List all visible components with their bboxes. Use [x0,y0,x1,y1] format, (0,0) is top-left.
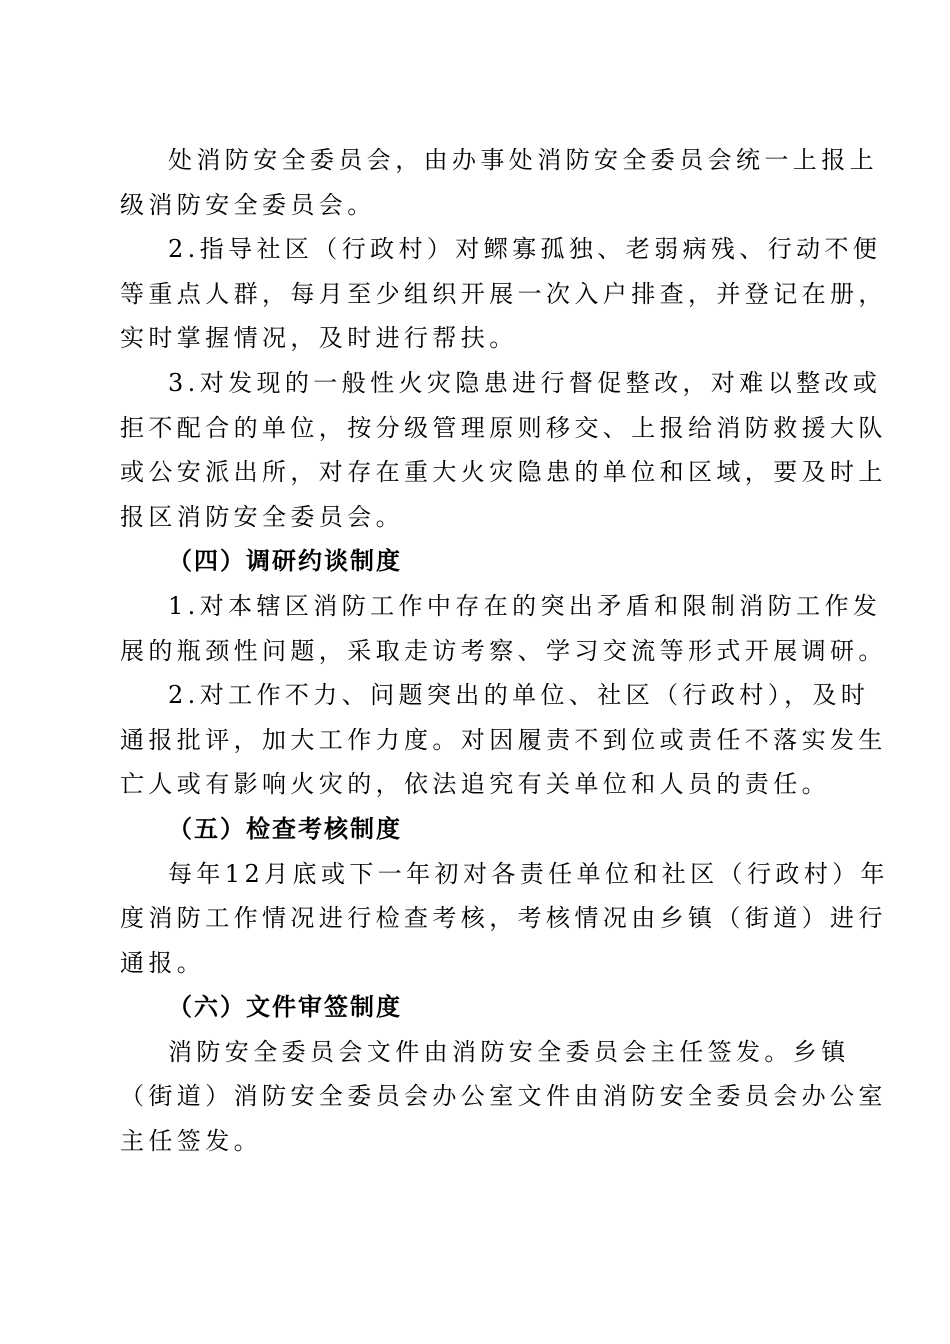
heading-text: （五）检查考核制度 [168,814,402,843]
paragraph-line: （街道）消防安全委员会办公室文件由消防安全委员会办公室 [120,1082,887,1111]
paragraph-line: 展的瓶颈性问题，采取走访考察、学习交流等形式开展调研。 [120,636,887,665]
paragraph-line: 2.对工作不力、问题突出的单位、社区（行政村），及时 [168,681,870,710]
paragraph-line: 拒不配合的单位，按分级管理原则移交、上报给消防救援大队 [120,413,887,442]
section-heading-4 [120,539,810,584]
paragraph-line: 处消防安全委员会，由办事处消防安全委员会统一上报上 [168,146,878,174]
paragraph-line: 1.对本辖区消防工作中存在的突出矛盾和限制消防工作发 [168,591,882,620]
paragraph-line: 主任签发。 [120,1127,262,1156]
paragraph-2 [120,227,887,361]
paragraph-line: 等重点人群，每月至少组织开展一次入户排查，并登记在册， [120,279,887,308]
paragraph-line: 通报批评，加大工作力度。对因履责不到位或责任不落实发生 [120,725,887,754]
section-heading-6 [120,985,810,1030]
heading-text: （四）调研约谈制度 [168,547,402,576]
paragraph-line: 消防安全委员会文件由消防安全委员会主任签发。乡镇 [168,1037,850,1066]
paragraph-line: 通报。 [120,948,206,977]
paragraph-line: 2.指导社区（行政村）对鳏寡孤独、老弱病残、行动不便 [168,235,882,264]
paragraph-line: 每年12月底或下一年初对各责任单位和社区（行政村）年 [168,859,889,888]
paragraph-5 [120,584,887,673]
paragraph-line: 实时掌握情况，及时进行帮扶。 [120,324,518,353]
paragraph-line: 级消防安全委员会。 [120,190,376,219]
heading-text: （六）文件审签制度 [168,993,402,1022]
paragraph-1 [120,138,878,227]
paragraph-line: 或公安派出所，对存在重大火灾隐患的单位和区域，要及时上 [120,458,887,487]
paragraph-line: 3.对发现的一般性火灾隐患进行督促整改，对难以整改或 [168,368,882,397]
paragraph-10 [120,1030,887,1164]
paragraph-6 [120,673,887,807]
document-body [120,138,889,1164]
paragraph-3 [120,361,887,539]
paragraph-line: 亡人或有影响火灾的，依法追究有关单位和人员的责任。 [120,770,830,799]
paragraph-line: 度消防工作情况进行检查考核，考核情况由乡镇（街道）进行 [120,904,887,933]
paragraph-line: 报区消防安全委员会。 [120,502,404,531]
section-heading-5 [120,807,810,852]
paragraph-8 [120,852,889,986]
